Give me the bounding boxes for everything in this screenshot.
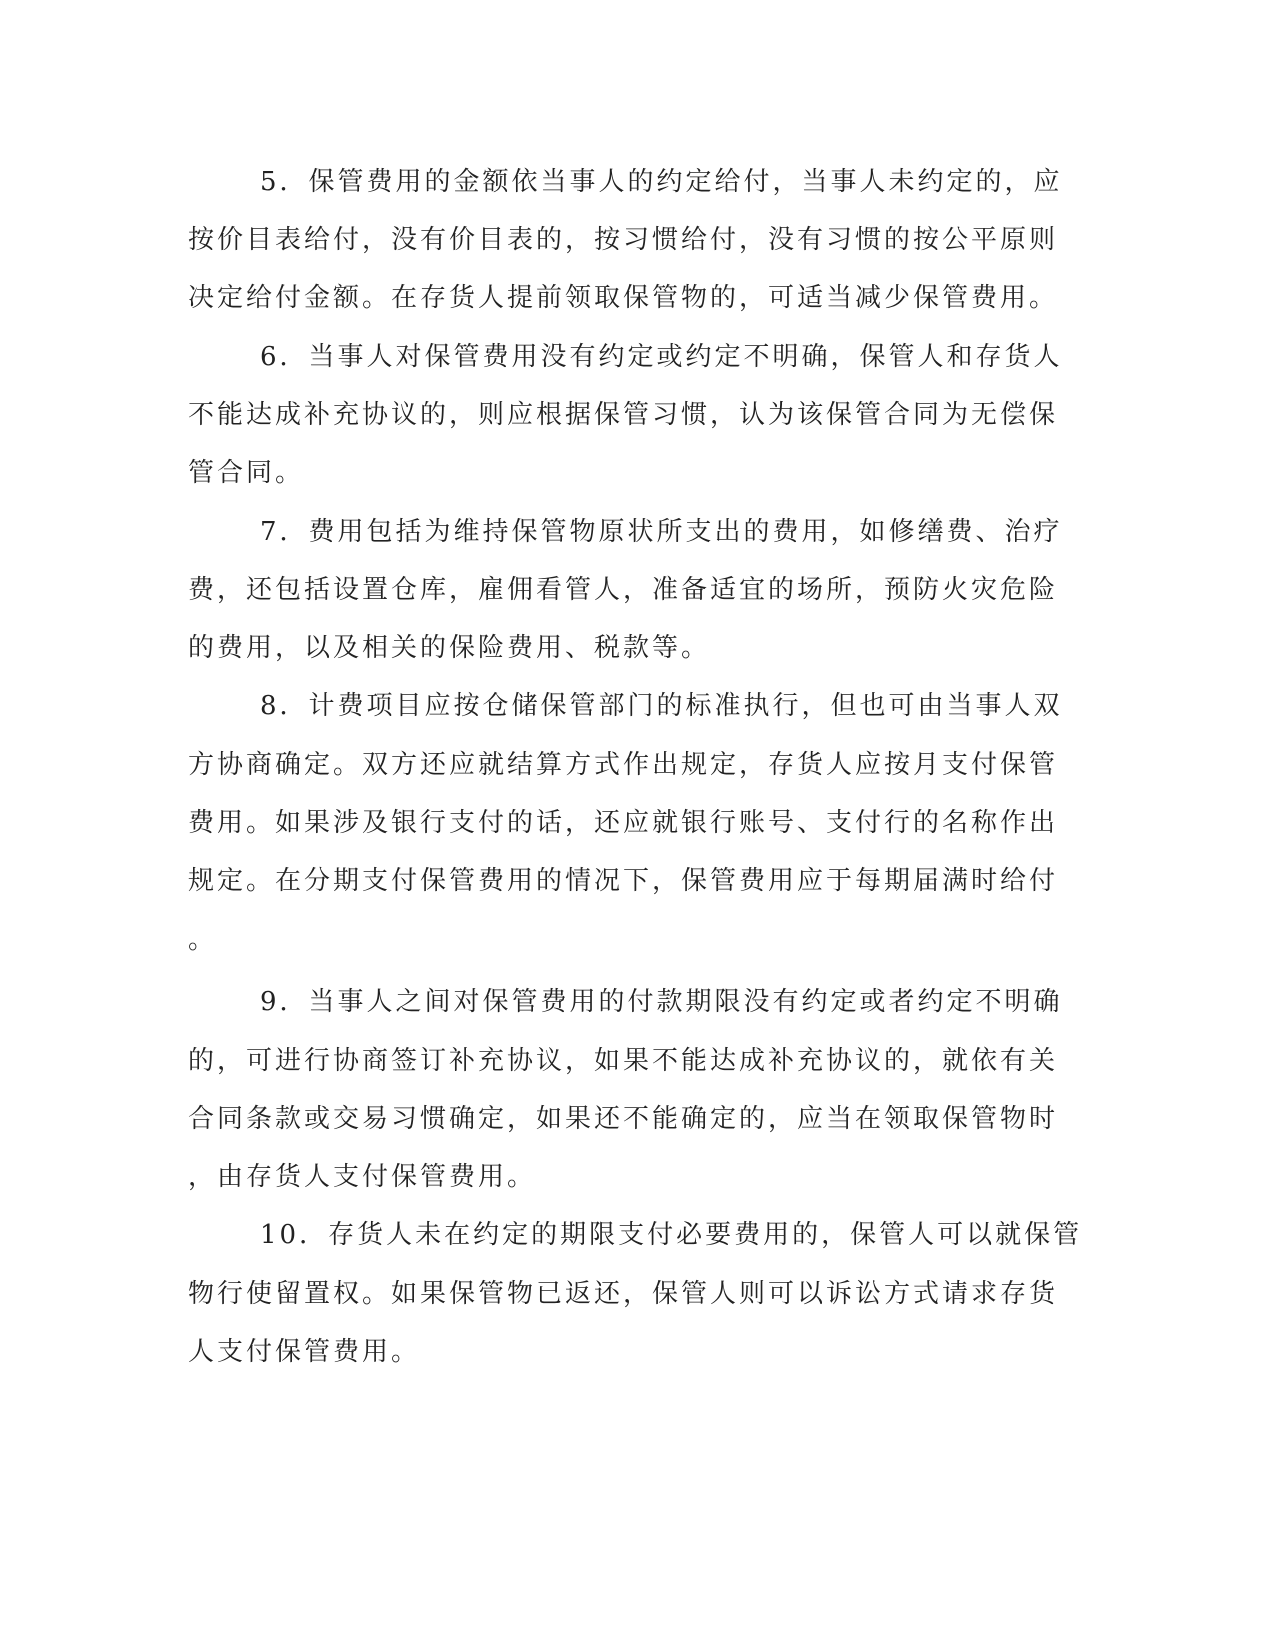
paragraph-6-line-2: 不能达成补充协议的，则应根据保管习惯，认为该保管合同为无偿保	[188, 400, 1059, 430]
paragraph-7-line-1: 7．费用包括为维持保管物原状所支出的费用，如修缮费、治疗	[260, 517, 1063, 547]
paragraph-6-line-1: 6．当事人对保管费用没有约定或约定不明确，保管人和存货人	[260, 342, 1063, 372]
paragraph-10-line-2: 物行使留置权。如果保管物已返还，保管人则可以诉讼方式请求存货	[188, 1279, 1059, 1309]
paragraph-10-line-3: 人支付保管费用。	[188, 1337, 421, 1367]
paragraph-9-line-2: 的，可进行协商签订补充协议，如果不能达成补充协议的，就依有关	[188, 1046, 1059, 1076]
paragraph-6-line-3: 管合同。	[188, 458, 305, 488]
paragraph-8-line-1: 8．计费项目应按仓储保管部门的标准执行，但也可由当事人双	[260, 691, 1063, 721]
paragraph-10-line-1: 10．存货人未在约定的期限支付必要费用的，保管人可以就保管	[260, 1220, 1083, 1250]
paragraph-9-line-4: ，由存货人支付保管费用。	[188, 1162, 537, 1192]
paragraph-5-line-1: 5．保管费用的金额依当事人的约定给付，当事人未约定的，应	[260, 167, 1063, 197]
paragraph-8-line-4: 规定。在分期支付保管费用的情况下，保管费用应于每期届满时给付	[188, 866, 1059, 896]
paragraph-7-line-2: 费，还包括设置仓库，雇佣看管人，准备适宜的场所，预防火灾危险	[188, 575, 1059, 605]
paragraph-5-line-3: 决定给付金额。在存货人提前领取保管物的，可适当减少保管费用。	[188, 283, 1059, 313]
paragraph-9-line-1: 9．当事人之间对保管费用的付款期限没有约定或者约定不明确	[260, 987, 1063, 1017]
paragraph-8-line-3: 费用。如果涉及银行支付的话，还应就银行账号、支付行的名称作出	[188, 808, 1059, 838]
paragraph-5-line-2: 按价目表给付，没有价目表的，按习惯给付，没有习惯的按公平原则	[188, 225, 1059, 255]
paragraph-7-line-3: 的费用，以及相关的保险费用、税款等。	[188, 633, 711, 663]
paragraph-8-line-5: 。	[188, 925, 218, 955]
paragraph-9-line-3: 合同条款或交易习惯确定，如果还不能确定的，应当在领取保管物时	[188, 1104, 1059, 1134]
paragraph-8-line-2: 方协商确定。双方还应就结算方式作出规定，存货人应按月支付保管	[188, 750, 1059, 780]
